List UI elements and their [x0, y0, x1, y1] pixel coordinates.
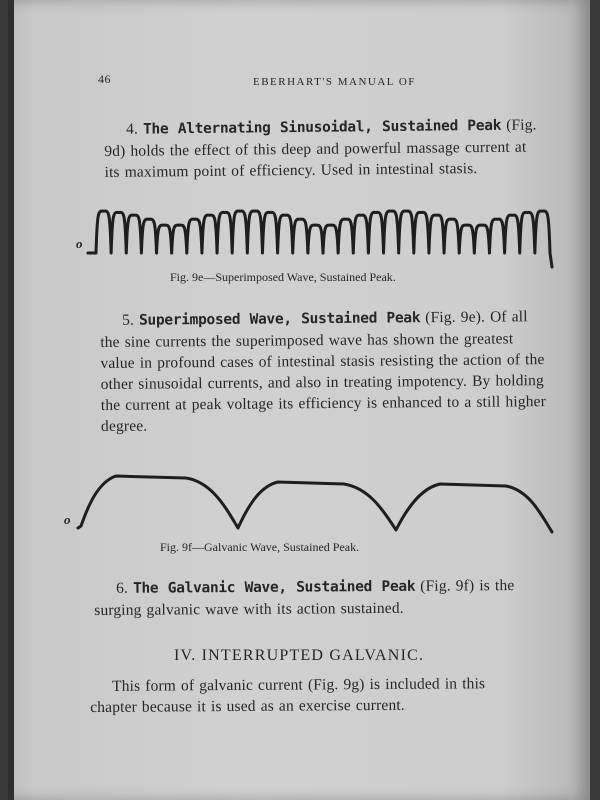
running-head: EBERHART'S MANUAL OF [253, 76, 416, 88]
section-4-number: 4. [126, 120, 139, 138]
section-iv-heading: IV. INTERRUPTED GALVANIC. [174, 647, 425, 664]
section-6-title: The Galvanic Wave, Sustained Peak [132, 578, 416, 597]
section-5-paragraph [100, 306, 547, 437]
figure-9e-zero-label: o [76, 236, 83, 251]
book-page [8, 0, 590, 800]
section-4-paragraph [104, 114, 545, 183]
page-number: 46 [98, 72, 111, 86]
figure-9f-zero-label: o [64, 512, 71, 527]
section-6-body: (Fig. 9f) is the surging galvanic wave with its action sustained. [94, 577, 515, 619]
superimposed-wave-path [88, 211, 552, 267]
section-iv-paragraph: This form of galvanic current (Fig. 9g) is included in this chapter because it is used as an exercise current. [90, 675, 486, 716]
galvanic-wave-path [78, 476, 552, 532]
section-4-title: The Alternating Sinusoidal, Sustained Peak [142, 117, 502, 138]
book-spine-shadow [8, 0, 14, 800]
section-5-number: 5. [122, 311, 135, 329]
section-6-number: 6. [116, 579, 129, 597]
figure-9e-superimposed-wave [88, 205, 558, 275]
section-5-title: Superimposed Wave, Sustained Peak [138, 310, 421, 329]
section-5-body: (Fig. 9e). Of all the sine currents the superimposed wave has shown the greatest value in profound cases of intestinal stasis resisting the action of the other sinusoidal currents, and also in treating impotency. By holding the current at peak voltage its efficiency is enhanced to a still higher degree. [100, 308, 547, 435]
section-4-body: (Fig. 9d) holds the effect of this deep and powerful massage current at its maximum point of efficiency. Used in intestinal stasis. [104, 116, 537, 181]
figure-9f-galvanic-wave [76, 468, 566, 538]
figure-9e-caption: Fig. 9e—Superimposed Wave, Sustained Peak. [170, 270, 396, 284]
figure-9f-caption: Fig. 9f—Galvanic Wave, Sustained Peak. [160, 540, 360, 554]
section-6-paragraph [94, 575, 526, 621]
